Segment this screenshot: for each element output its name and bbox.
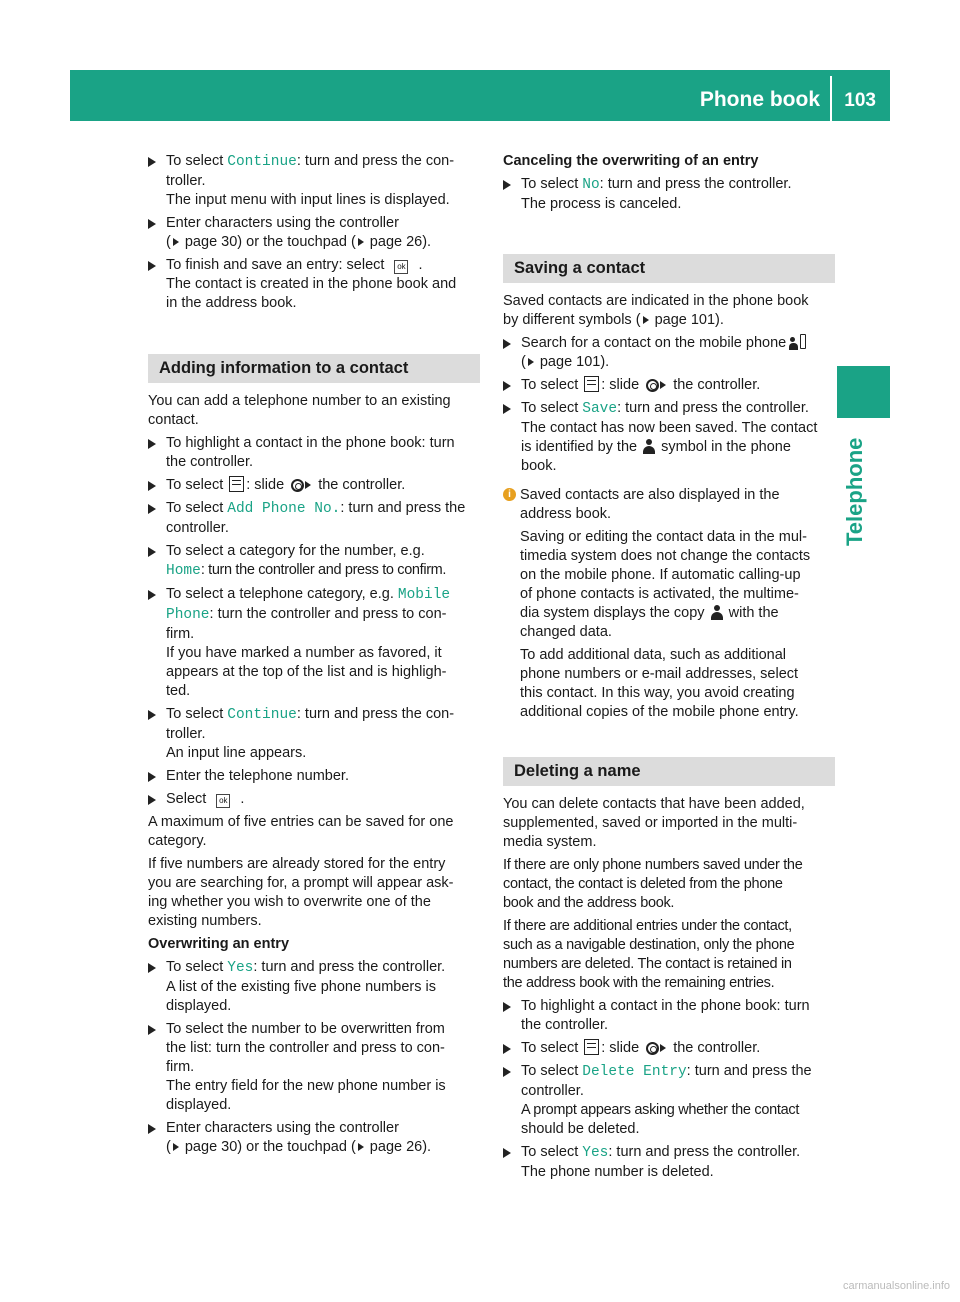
menu-item-no: No xyxy=(582,177,600,193)
subheading: Canceling the overwriting of an entry xyxy=(503,153,759,169)
info-note: i Saved contacts are also displayed in the address book. Saving or editing the contact data in the mul- timedia system does not change the contacts on the mobile phone. If automatic calling-up of phone contacts is activated, the multime- dia system displays the copy with the changed data. To add additional data, such as additional phone numbers or e-mail addresses, select this contact. In this way, you avoid creating additional copies of the mobile phone entry. xyxy=(503,486,835,722)
step-arrow-icon xyxy=(148,504,156,514)
paragraph: You can add a telephone number to an existing contact. xyxy=(148,393,451,428)
step-arrow-icon xyxy=(148,1124,156,1134)
page-number: 103 xyxy=(844,90,876,111)
step-arrow-icon xyxy=(503,1044,511,1054)
step-arrow-icon xyxy=(503,180,511,190)
menu-item-save: Save xyxy=(582,401,618,417)
paragraph: Saved contacts are indicated in the phone book by different symbols ( page 101). xyxy=(503,293,809,328)
controller-icon xyxy=(646,1042,659,1055)
side-tab xyxy=(837,366,890,418)
step: To select Save: turn and press the controller. The contact has now been saved. The contact is identified by the symbol in the phone book. xyxy=(503,399,835,476)
step-arrow-icon xyxy=(503,1002,511,1012)
step-arrow-icon xyxy=(503,1148,511,1158)
page-header xyxy=(70,70,890,121)
step: To select Yes: turn and press the controller. A list of the existing five phone numbers is displayed. xyxy=(148,958,480,1016)
step-arrow-icon xyxy=(148,1025,156,1035)
paragraph: If there are additional entries under the contact, such as a navigable destination, only the phone numbers are deleted. The contact is retained in the address book with the remaining entries. xyxy=(503,918,795,991)
menu-item-add-phone-no: Add Phone No. xyxy=(227,501,341,517)
step: Enter characters using the controller ( page 30) or the touchpad ( page 26). xyxy=(148,214,480,252)
right-column xyxy=(503,152,835,1186)
menu-icon xyxy=(584,1039,599,1055)
step-arrow-icon xyxy=(503,339,511,349)
menu-icon xyxy=(584,376,599,392)
paragraph: If there are only phone numbers saved under the contact, the contact is deleted from the phone book and the address book. xyxy=(503,857,803,911)
menu-item-phone: Phone xyxy=(166,607,210,623)
section-heading: Saving a contact xyxy=(503,254,835,283)
step-arrow-icon xyxy=(148,772,156,782)
step: Search for a contact on the mobile phone ( page 101). xyxy=(503,334,835,372)
step-arrow-icon xyxy=(148,547,156,557)
ok-icon: ok xyxy=(216,794,230,808)
paragraph: A maximum of five entries can be saved for one category. xyxy=(148,814,454,849)
step: To finish and save an entry: select ok . The contact is created in the phone book and in the address book. xyxy=(148,256,480,313)
step: To select Delete Entry: turn and press the controller. A prompt appears asking whether the contact should be deleted. xyxy=(503,1062,835,1139)
page-ref-icon xyxy=(358,1143,364,1151)
slide-right-icon xyxy=(660,381,666,389)
step: Enter the telephone number. xyxy=(148,767,480,786)
menu-item-home: Home xyxy=(166,563,201,579)
step: Select ok . xyxy=(148,790,480,809)
step: To select Continue: turn and press the con- troller. An input line appears. xyxy=(148,705,480,763)
section-heading: Adding information to a contact xyxy=(148,354,480,383)
menu-item-yes: Yes xyxy=(582,1145,609,1161)
subheading: Overwriting an entry xyxy=(148,936,290,952)
step: To select the number to be overwritten from the list: turn the controller and press to con- firm. The entry field for the new phone number is displayed. xyxy=(148,1020,480,1115)
slide-right-icon xyxy=(305,481,311,489)
step: To select Yes: turn and press the controller. The phone number is deleted. xyxy=(503,1143,835,1182)
contact-icon xyxy=(711,605,723,620)
step-arrow-icon xyxy=(148,157,156,167)
menu-item-delete-entry: Delete Entry xyxy=(582,1064,687,1080)
step: To select Add Phone No.: turn and press the controller. xyxy=(148,499,480,538)
step-arrow-icon xyxy=(148,261,156,271)
step-arrow-icon xyxy=(148,710,156,720)
page-ref-icon xyxy=(643,316,649,324)
step: To select No: turn and press the controller. The process is canceled. xyxy=(503,175,835,214)
step: To select Continue: turn and press the con- troller. The input menu with input lines is displayed. xyxy=(148,152,480,210)
step: To select a telephone category, e.g. Mobile Phone: turn the controller and press to con- firm. If you have marked a number as favored, it appears at the top of the list and is highligh- ted. xyxy=(148,585,480,701)
step: Enter characters using the controller ( page 30) or the touchpad ( page 26). xyxy=(148,1119,480,1157)
info-icon: i xyxy=(503,488,516,501)
step-arrow-icon xyxy=(148,219,156,229)
controller-icon xyxy=(291,479,304,492)
step: To highlight a contact in the phone book: turn the controller. xyxy=(503,997,835,1035)
step-arrow-icon xyxy=(503,404,511,414)
controller-icon xyxy=(646,379,659,392)
side-label-text: Telephone xyxy=(842,437,867,546)
paragraph: You can delete contacts that have been added, supplemented, saved or imported in the multi- media system. xyxy=(503,796,805,850)
step: To select : slide the controller. xyxy=(503,376,835,395)
paragraph: If five numbers are already stored for the entry you are searching for, a prompt will appear ask- ing whether you wish to overwrite one of the existing numbers. xyxy=(148,856,454,929)
header-divider xyxy=(830,76,832,121)
mobile-contact-icon xyxy=(789,334,807,350)
step-arrow-icon xyxy=(503,381,511,391)
contact-icon xyxy=(643,439,655,454)
step: To select : slide the controller. xyxy=(503,1039,835,1058)
step-arrow-icon xyxy=(148,963,156,973)
page-ref-icon xyxy=(528,358,534,366)
section-heading: Deleting a name xyxy=(503,757,835,786)
step-arrow-icon xyxy=(503,1067,511,1077)
step: To select : slide the controller. xyxy=(148,476,480,495)
step-arrow-icon xyxy=(148,590,156,600)
menu-item-continue: Continue xyxy=(227,154,297,170)
step: To highlight a contact in the phone book: turn the controller. xyxy=(148,434,480,472)
menu-icon xyxy=(229,476,244,492)
watermark: carmanualsonline.info xyxy=(842,1280,950,1292)
page-ref-icon xyxy=(173,1143,179,1151)
menu-item-yes: Yes xyxy=(227,960,254,976)
page-ref-icon xyxy=(173,238,179,246)
menu-item-mobile: Mobile xyxy=(397,587,451,603)
left-column xyxy=(148,152,480,1161)
menu-item-continue: Continue xyxy=(227,707,297,723)
ok-icon: ok xyxy=(394,260,408,274)
page-ref-icon xyxy=(358,238,364,246)
slide-right-icon xyxy=(660,1044,666,1052)
page-title: Phone book xyxy=(699,88,820,111)
step: To select a category for the number, e.g. Home: turn the controller and press to confirm. xyxy=(148,542,480,581)
step-arrow-icon xyxy=(148,439,156,449)
step-arrow-icon xyxy=(148,795,156,805)
step-arrow-icon xyxy=(148,481,156,491)
